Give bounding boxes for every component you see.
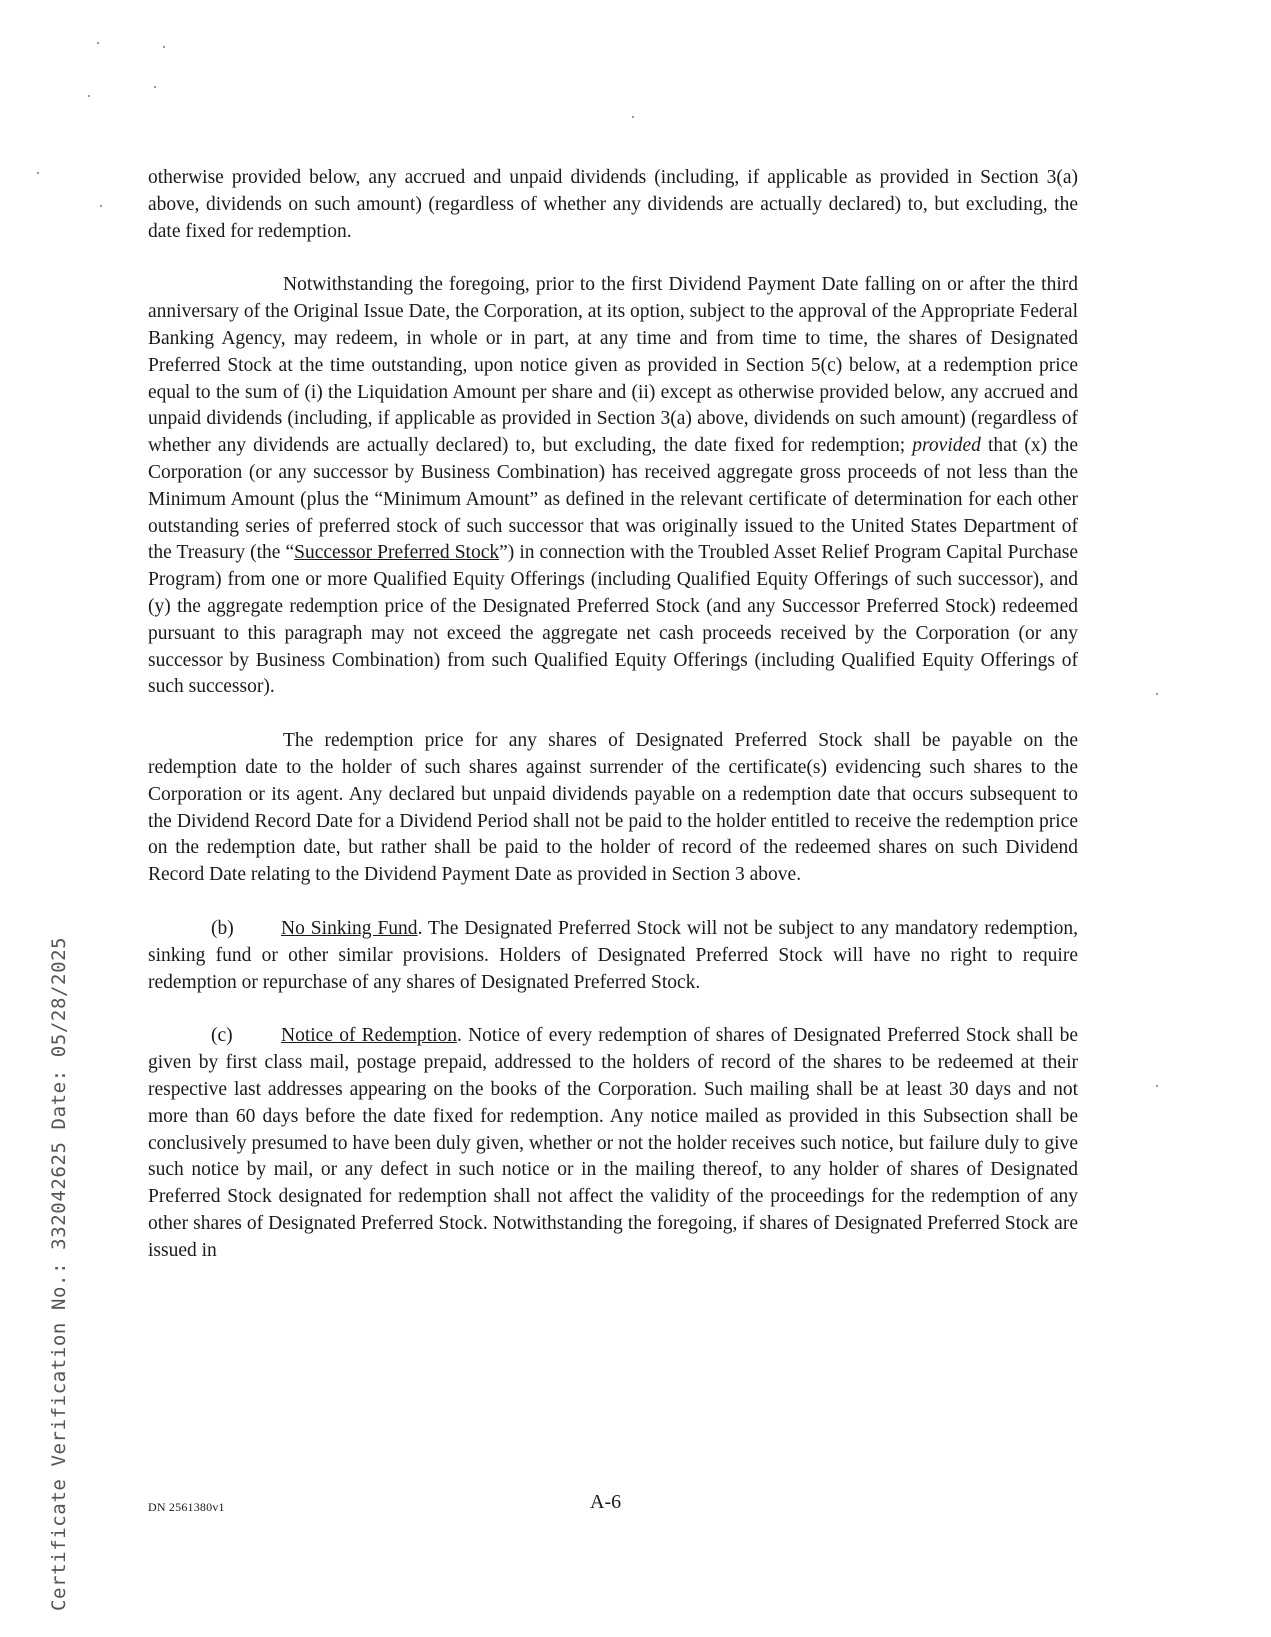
- section-label: (c): [211, 1025, 233, 1047]
- scan-speck: [632, 116, 634, 118]
- section-label: (b): [211, 917, 234, 939]
- footer-document-id: DN 2561380v1: [148, 1500, 225, 1514]
- document-body: [148, 165, 1078, 1264]
- paragraph-text: ”) in connection with the Troubled Asset Relief Program Capital Purchase Program) from one or more Qualified Equity Offerings (including Qualified Equity Offerings of such successor), and (y) the aggregate redemption price of the Designated Preferred Stock (and any Successor Preferred Stock) redeemed pursuant to this paragraph may not exceed the aggregate net cash proceeds received by the Corporation (or any successor by Business Combination) from such Qualified Equity Offerings (including Qualified Equity Offerings of such successor).: [148, 542, 1078, 698]
- scan-speck: [1156, 1085, 1158, 1087]
- defined-term-successor-preferred-stock: Successor Preferred Stock: [294, 542, 500, 564]
- section-text: . Notice of every redemption of shares of Designated Preferred Stock shall be given by first class mail, postage prepaid, addressed to the holders of record of the shares to be redeemed at their respective last addresses appearing on the books of the Corporation. Such mailing shall be at least 30 days and not more than 60 days before the date fixed for redemption. Any notice mailed as provided in this Subsection shall be conclusively presumed to have been duly given, whether or not the holder receives such notice, but failure duly to give such notice by mail, or any defect in such notice or in the mailing thereof, to any holder of shares of Designated Preferred Stock designated for redemption shall not affect the validity of the proceedings for the redemption of any other shares of Designated Preferred Stock. Notwithstanding the foregoing, if shares of Designated Preferred Stock are issued in: [148, 1025, 1078, 1261]
- section-heading: No Sinking Fund: [281, 917, 418, 939]
- scan-speck: [100, 205, 102, 207]
- scan-speck: [163, 46, 165, 48]
- section-c-notice-of-redemption: [148, 1023, 1078, 1264]
- paragraph-early-redemption: [148, 272, 1078, 701]
- paragraph-text: Notwithstanding the foregoing, prior to the first Dividend Payment Date falling on or after the third anniversary of the Original Issue Date, the Corporation, at its option, subject to the approval of the Appropriate Federal Banking Agency, may redeem, in whole or in part, at any time and from time to time, the shares of Designated Preferred Stock at the time outstanding, upon notice given as provided in Section 5(c) below, at a redemption price equal to the sum of (i) the Liquidation Amount per share and (ii) except as otherwise provided below, any accrued and unpaid dividends (including, if applicable as provided in Section 3(a) above, dividends on such amount) (regardless of whether any dividends are actually declared) to, but excluding, the date fixed for redemption;: [148, 274, 1078, 457]
- italic-term-provided: provided: [912, 435, 981, 457]
- scan-speck: [97, 42, 99, 44]
- page-number: A-6: [590, 1491, 622, 1513]
- paragraph-redemption-continued: otherwise provided below, any accrued and unpaid dividends (including, if applicable as provided in Section 3(a) above, dividends on such amount) (regardless of whether any dividends are actually declared) to, but excluding, the date fixed for redemption.: [148, 167, 1078, 242]
- scan-speck: [1156, 693, 1158, 695]
- section-text: . The Designated Preferred Stock will not be subject to any mandatory redemption, sinking fund or other similar provisions. Holders of Designated Preferred Stock will have no right to require redemption or repurchase of any shares of Designated Preferred Stock.: [148, 917, 1078, 993]
- scan-speck: [37, 172, 39, 174]
- paragraph-text: that (x) the Corporation (or any successor by Business Combination) has received aggregate gross proceeds of not less than the Minimum Amount (plus the “Minimum Amount” as defined in the relevant certificate of determination for each other outstanding series of preferred stock of such successor that was originally issued to the United States Department of the Treasury (the “: [148, 435, 1078, 564]
- section-heading: Notice of Redemption: [281, 1025, 457, 1047]
- paragraph-redemption-price-payable: The redemption price for any shares of Designated Preferred Stock shall be payable on the redemption date to the holder of such shares against surrender of the certificate(s) evidencing such shares to the Corporation or its agent. Any declared but unpaid dividends payable on a redemption date that occurs subsequent to the Dividend Record Date for a Dividend Period shall not be paid to the holder entitled to receive the redemption price on the redemption date, but rather shall be paid to the holder of record of the redeemed shares on such Dividend Record Date relating to the Dividend Payment Date as provided in Section 3 above.: [148, 730, 1078, 886]
- section-b-no-sinking-fund: [148, 916, 1078, 996]
- scan-speck: [154, 86, 156, 88]
- scan-speck: [88, 95, 90, 97]
- certificate-verification-stamp: Certificate Verification No.: 332042625 Date: 05/28/2025: [48, 936, 70, 1611]
